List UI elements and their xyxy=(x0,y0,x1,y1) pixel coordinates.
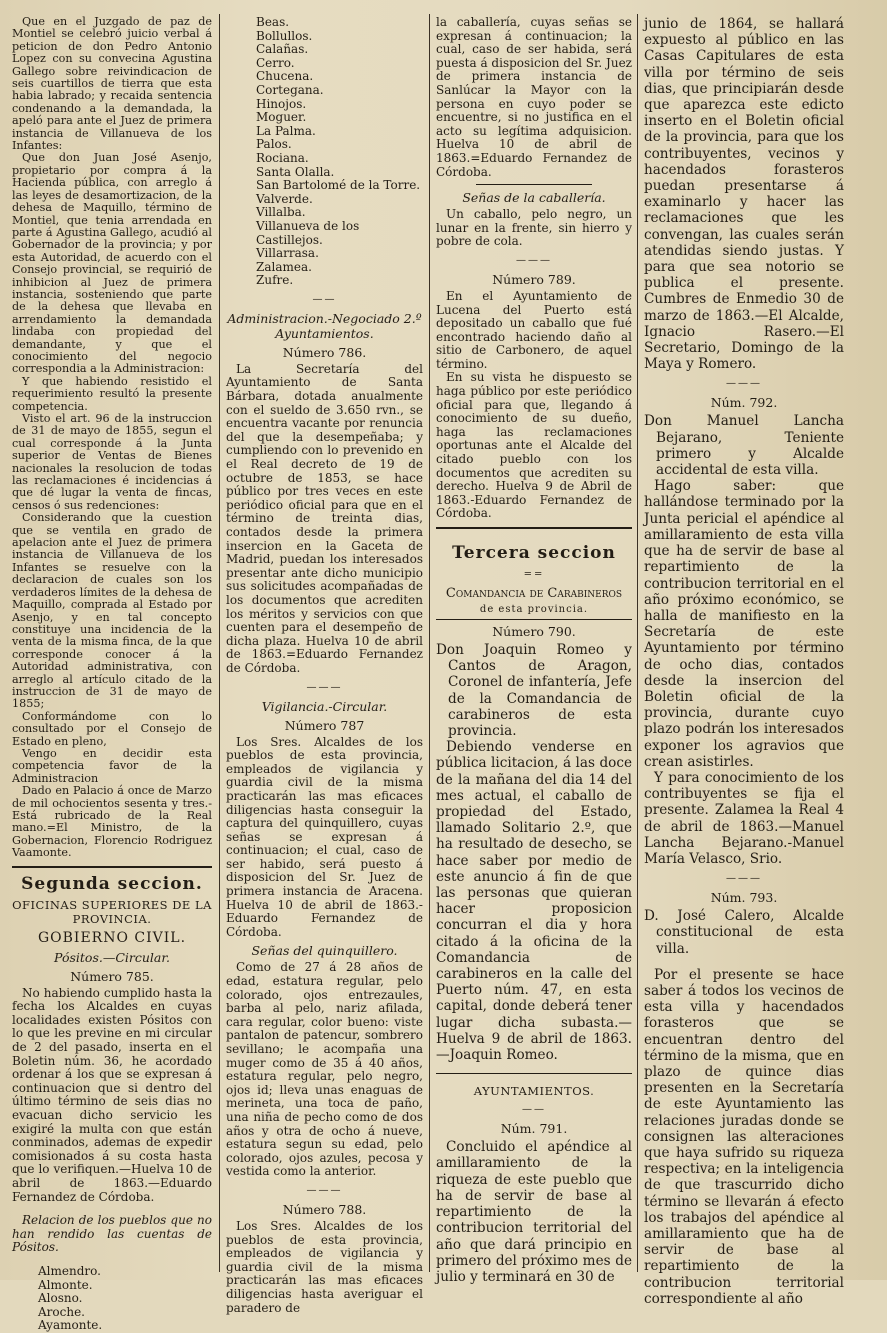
paragraph: La Secretaría del Ayuntamiento de Santa Bárbara, dotada anualmente con el sueldo de 3.650 rvn., se encuentra vacante por renuncia del que la desempeñaba; y cumpliendo con lo prevenido en el Real decreto de 19 de octubre de 1853, se hace público por tres veces en este periódico oficial para que en el término de treinta dias, contados desde la primera insercion en la Gaceta de Madrid, puedan los interesados presentar ante dicho municipio sus solicitudes acompañadas de los documentos que acrediten los méritos y servicios con que cuenten para el desempeño de dicha plaza. Huelva 10 de abril de 1863.=Eduardo Fernandez de Córdoba. xyxy=(226,361,423,675)
heading: Relacion de los pueblos que no han rendido las cuentas de Pósitos. xyxy=(12,1213,212,1255)
separator xyxy=(476,184,592,185)
paragraph: Concluido el apéndice al amillaramiento de la riqueza de este pueblo que ha de servir de base al repartimiento de la contribucion territorial del año que dará principio en primero del próximo mes de julio y terminará en 30 de xyxy=(436,1139,632,1285)
list-item: Moguer. xyxy=(256,110,307,125)
list-item: Ayamonte. xyxy=(38,1318,103,1333)
heading: Señas del quinquillero. xyxy=(251,943,398,959)
list-item: Calañas. xyxy=(256,42,309,57)
list-item: Cortegana. xyxy=(256,82,324,97)
separator: ——— xyxy=(306,681,343,693)
paragraph: Don Joaquin Romeo y Cantos de Aragon, Coronel de infantería, Jefe de la Comandancia de carabineros de esta provincia. xyxy=(436,642,632,740)
paragraph: Por el presente se hace saber á todos los vecinos de esta villa y hacendados forasteros que se encuentran dentro del término de la misma, que en plazo de quince dias presenten en la Secretaría de este Ayuntamiento las relaciones juradas donde se consignen las alteraciones que haya sufrido su riqueza respectiva; en la inteligencia de que trascurrido dicho término se llevarán á efecto los trabajos del apéndice al amillaramiento que ha de servir de base al repartimiento de la contribucion territorial correspondiente al año xyxy=(644,966,844,1307)
separator: ——— xyxy=(306,1184,343,1196)
separator: ——— xyxy=(726,873,762,885)
list-item: Almonte. xyxy=(38,1277,93,1292)
column-rule xyxy=(429,14,430,1272)
notice-number: Número 787 xyxy=(284,717,365,733)
heading: Pósitos.—Circular. xyxy=(54,949,170,965)
separator xyxy=(436,1073,632,1074)
notice-number: Núm. 792. xyxy=(710,395,778,411)
paragraph: Considerando que la cuestion que se ventila en grado de apelacion ante el Juez de primera instancia de Villanueva de los Infantes se resuelve con la declaracion de cuales son los verdaderos límites de la dehesa de Maquillo, comprada al Estado por Asenjo, y en tal concepto constituye una incidencia de la venta de la misma finca, de la que corresponde conocer á la Autoridad administrativa, con arreglo al artículo citado de la instruccion de 31 de mayo de 1855; xyxy=(12,511,212,711)
list-item: Rociana. xyxy=(256,150,309,165)
list-item: Chucena. xyxy=(256,69,314,84)
notice-number: Número 789. xyxy=(492,271,576,287)
list-item: Santa Olalla. xyxy=(256,164,335,179)
paragraph: Los Sres. Alcaldes de los pueblos de esta provincia, empleados de vigilancia y guardia civil de la misma practicarán las mas eficaces diligencias hasta averiguar el paradero de xyxy=(226,1218,423,1315)
paragraph: Que en el Juzgado de paz de Montiel se celebró juicio verbal á peticion de don Pedro Antonio Lopez con su convecina Agustina Gallego sobre reivindicacion de seis cuartillos de tierra que esta habia labrado; y recaida sentencia condenando a la demandada, la apeló para ante el Juez de primera instancia de Villanueva de los Infantes: xyxy=(12,15,212,153)
section-divider xyxy=(12,866,212,868)
separator: —— xyxy=(522,1104,546,1116)
notice-number: Número 790. xyxy=(492,624,576,639)
paragraph: Don Manuel Lancha Bejarano, Teniente primero y Alcalde accidental de esta villa. xyxy=(644,413,844,479)
heading: Administracion.-Negociado 2.º Ayuntamientos. xyxy=(227,310,422,341)
paragraph: Y que habiendo resistido el requerimiento resultó la presente competencia. xyxy=(12,374,212,413)
separator: ——— xyxy=(726,378,762,390)
list-item: Zalamea. xyxy=(256,259,312,274)
list-item: Aroche. xyxy=(38,1304,85,1319)
paragraph: Visto el art. 96 de la instruccion de 31 de mayo de 1855, segun el cual corresponde á la Junta superior de Ventas de Bienes nacionales la resolucion de todas las reclamaciones é incidencias á que dé lugar la venta de fincas, censos ó sus redenciones: xyxy=(12,412,212,512)
separator: ——— xyxy=(516,254,552,266)
paragraph: Vengo en decidir esta competencia favor de la Administracion xyxy=(12,746,212,785)
paragraph: En su vista he dispuesto se haga público por este periódico oficial para que, llegando á conocimiento de su dueño, haga las reclamaciones oportunas ante el Alcalde del citado pueblo con los documentos que acrediten su derecho. Huelva 9 de Abril de 1863.-Eduardo Fernandez de Córdoba. xyxy=(436,370,632,521)
paragraph: D. José Calero, Alcalde constitucional de esta villa. xyxy=(644,908,844,957)
column-1 xyxy=(12,15,212,1333)
paragraph: Como de 27 á 28 años de edad, estatura regular, pelo colorado, ojos entrezaules, barba al pelo, nariz afilada, cara regular, color bueno: viste pantalon de patencur, sombrero sevillano; le acompaña una muger como de 35 á 40 años, estatura regular, pelo negro, ojos id; lleva unas enaguas de merineta, una toca de paño, una niña de pecho como de dos años y otra de ocho á nueve, estatura segun su edad, pelo colorado, ojos azules, pecosa y vestida como la anterior. xyxy=(226,960,423,1179)
section-title: Segunda seccion. xyxy=(21,873,203,894)
separator xyxy=(436,619,632,620)
paragraph: Dado en Palacio á once de Marzo de mil ochocientos sesenta y tres.-Está rubricado de la Real mano.=El Ministro, de la Gobernacion, Florencio Rodriguez Vaamonte. xyxy=(12,784,212,860)
paragraph: Conformándome con lo consultado por el Consejo de Estado en pleno, xyxy=(12,709,212,748)
list-item: Bollullos. xyxy=(256,28,313,43)
list-item: Zufre. xyxy=(256,273,294,288)
notice-number: Número 788. xyxy=(282,1201,367,1217)
heading: OFICINAS SUPERIORES DE LA PROVINCIA. xyxy=(12,897,212,926)
list-item: Almendro. xyxy=(38,1263,101,1278)
list-item: Villarrasa. xyxy=(256,246,319,261)
paragraph: Debiendo venderse en pública licitacion, á las doce de la mañana del dia 14 del mes actual, el caballo de propiedad del Estado, llamado Solitario 2.º, que ha resultado de desecho, se hace saber por medio de este anuncio á fin de que las personas que quieran hacer proposicion concurran el dia y hora citado á la oficina de la Comandancia de carabineros en la calle del Puerto núm. 47, en esta capital, donde deberá tener lugar dicha subasta.—Huelva 9 de abril de 1863.—Joaquin Romeo. xyxy=(436,739,632,1064)
column-rule xyxy=(219,14,220,1272)
paragraph: junio de 1864, se hallará expuesto al público en las Casas Capitulares de esta villa por término de seis dias, que principiarán desde que aparezca este edicto inserto en el Boletin oficial de la provincia, para que los contribuyentes, vecinos y hacendados forasteros puedan presentarse á examinarlo y hacer las reclamaciones que les convengan, las cuales serán atendidas siendo justas. Y para que sea notorio se publica el presente. Cumbres de Enmedio 30 de marzo de 1863.—El Alcalde, Ignacio Rasero.—El Secretario, Domingo de la Maya y Romero. xyxy=(644,16,844,373)
column-2 xyxy=(226,15,423,1315)
paragraph: Un caballo, pelo negro, un lunar en la frente, sin hierro y pobre de cola. xyxy=(436,207,632,249)
separator: —— xyxy=(312,293,337,305)
notice-number: Núm. 791. xyxy=(500,1121,568,1137)
list-item: Villanueva de los Castillejos. xyxy=(256,218,360,247)
separator: == xyxy=(523,569,545,580)
notice-number: Núm. 793. xyxy=(710,890,778,906)
town-list xyxy=(226,16,423,288)
paragraph: En el Ayuntamiento de Lucena del Puerto está depositado un caballo que fué encontrado haciendo daño al sitio de Carbonero, de aquel término. xyxy=(436,288,632,371)
paragraph: Hago saber: que hallándose terminado por la Junta pericial el apéndice al amillaramiento de esta villa que ha de servir de base al repartimiento de la contribucion territorial en el año próximo económico, se halla de manifiesto en la Secretaría de este Ayuntamiento por término de ocho dias, contados desde la insercion del Boletin oficial de la provincia, durante cuyo plazo podrán los interesados exponer los agravios que crean asistirles. xyxy=(644,478,844,770)
paragraph: Que don Juan José Asenjo, propietario por compra á la Hacienda pública, con arreglo á las leyes de desamortizacion, de la dehesa de Maquillo, término de Montiel, que tenia arrendada en parte á Agustina Gallego, acudió al Gobernador de la provincia; y por esta Autoridad, de acuerdo con el Consejo provincial, se requirió de inhibicion al Juez de primera instancia, sosteniendo que parte de la dehesa que llevaba en arrendamiento la demandada lindaba con propiedad del demandante, y que el conocimiento del negocio correspondia a la Administracion: xyxy=(12,151,212,376)
list-item: Beas. xyxy=(256,15,290,29)
paragraph: la caballería, cuyas señas se expresan á continuacion; la cual, caso de ser habida, será puesta á disposicion del Sr. Juez de primera instancia de Sanlúcar la Mayor con la persona en cuyo poder se encuentre, si no justifica en el acto su legítima adquisicion. Huelva 10 de abril de 1863.=Eduardo Fernandez de Córdoba. xyxy=(436,15,633,179)
heading: Comandancia de Carabineros xyxy=(445,586,623,601)
column-rule xyxy=(637,14,638,1272)
list-item: Hinojos. xyxy=(256,96,307,111)
column-3 xyxy=(436,15,633,1285)
notice-number: Número 786. xyxy=(282,344,367,360)
section-title: Tercera seccion xyxy=(452,543,616,563)
list-item: Villalba. xyxy=(256,205,306,220)
heading: Vigilancia.-Circular. xyxy=(261,698,388,714)
list-item: La Palma. xyxy=(256,123,316,138)
list-item: Cerro. xyxy=(256,55,295,70)
paragraph: No habiendo cumplido hasta la fecha los Alcaldes en cuyas localidades existen Pósitos con lo que les previne en mi circular de 2 del pasado, inserta en el Boletin núm. 36, he acordado ordenar á los que se expresan á continuacion que si dentro del último término de seis dias no evacuan dicho servicio les exigiré la multa con que están conminados, ademas de expedir comisionados á su costa hasta que lo verifiquen.—Huelva 10 de abril de 1863.—Eduardo Fernandez de Córdoba. xyxy=(12,985,212,1204)
paragraph: Los Sres. Alcaldes de los pueblos de esta provincia, empleados de vigilancia y guardia civil de la misma practicarán las mas eficaces diligencias hasta conseguir la captura del quinquillero, cuyas señas se expresan á continuacion; el cual, caso de ser habido, será puesto á disposicion del Sr. Juez de primera instancia de Aracena. Huelva 10 de abril de 1863.-Eduardo Fernandez de Córdoba. xyxy=(226,734,423,939)
heading: AYUNTAMIENTOS. xyxy=(473,1084,595,1099)
list-item: Palos. xyxy=(256,137,292,152)
subheading: de esta provincia. xyxy=(479,604,589,615)
list-item: Valverde. xyxy=(256,191,313,206)
heading: Señas de la caballería. xyxy=(462,190,606,206)
paragraph: Y para conocimiento de los contribuyentes se fija el presente. Zalamea la Real 4 de abril de 1863.—Manuel Lancha Bejarano.-Manuel María Velasco, Srio. xyxy=(644,769,844,867)
town-list xyxy=(12,1265,212,1333)
list-item: Alosno. xyxy=(38,1291,83,1306)
notice-number: Número 785. xyxy=(70,968,154,984)
column-4 xyxy=(644,16,844,1307)
section-divider xyxy=(436,527,632,529)
list-item: San Bartolomé de la Torre. xyxy=(256,178,421,193)
heading: GOBIERNO CIVIL. xyxy=(37,929,187,946)
